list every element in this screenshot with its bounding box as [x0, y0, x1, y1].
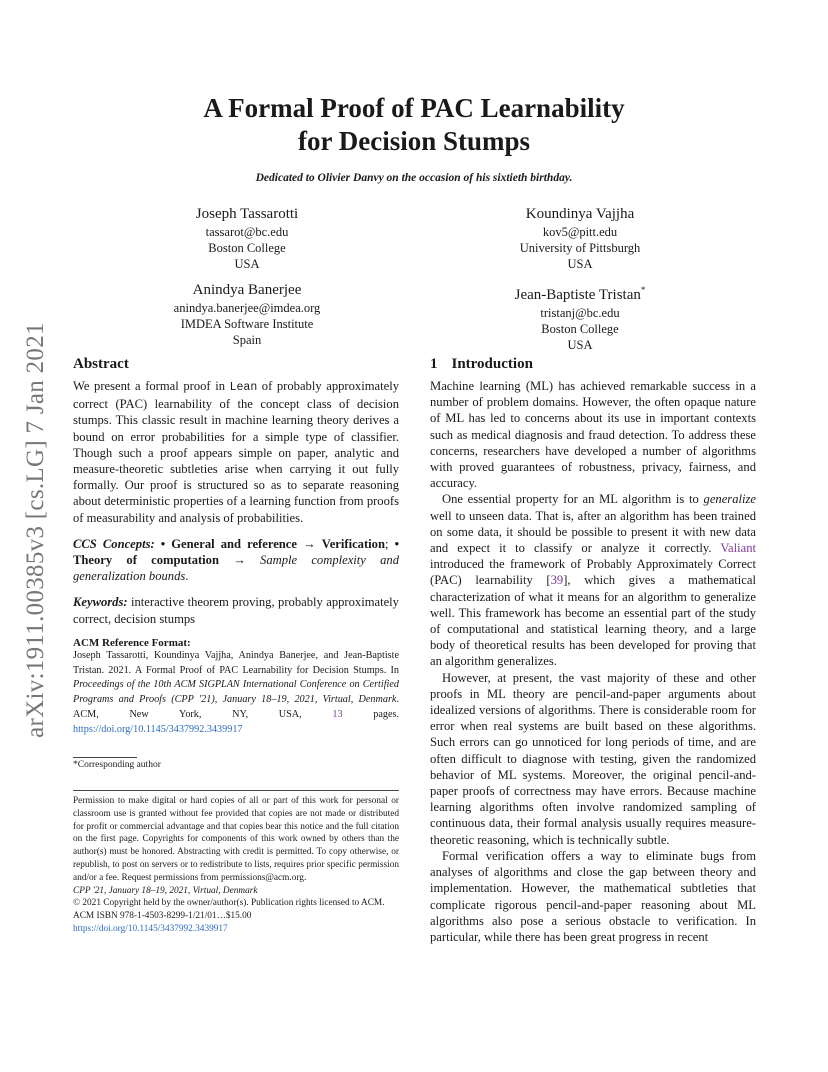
lean-name: Lean: [229, 381, 258, 394]
ref-proceedings: Proceedings of the 10th ACM SIGPLAN International Conference on Certified Programs and Proofs (CPP '21), January 18–19, 2021, Virtual, Denmark: [73, 679, 399, 706]
author-affiliation: Boston College: [541, 322, 619, 336]
author-name: Anindya Banerjee: [192, 282, 302, 298]
arxiv-stamp-text: arXiv:1911.00385v3 [cs.LG] 7 Jan 2021: [22, 322, 49, 738]
ccs-concepts: [73, 536, 399, 585]
keywords: [73, 594, 399, 626]
author-country: USA: [567, 257, 593, 271]
acm-reference-heading: ACM Reference Format:: [73, 636, 191, 649]
author-affiliation: University of Pittsburgh: [519, 241, 641, 255]
acm-reference-text: [73, 649, 399, 738]
author-name: [450, 280, 710, 305]
author-name: Joseph Tassarotti: [195, 206, 299, 222]
author-block: [117, 204, 377, 272]
author-affiliation: Boston College: [208, 241, 286, 255]
abstract-heading: Abstract: [73, 356, 129, 372]
author-name: Koundinya Vajjha: [525, 206, 635, 222]
paper-title: [100, 92, 728, 158]
permission-conference: CPP '21, January 18–19, 2021, Virtual, Denmark: [73, 885, 258, 896]
ref-doi-link[interactable]: https://doi.org/10.1145/3437992.3439917: [73, 723, 243, 735]
permission-block: [73, 795, 399, 936]
ccs-end: .: [185, 569, 189, 584]
arxiv-stamp: [21, 300, 51, 760]
title-line-1: A Formal Proof of PAC Learnability: [203, 93, 625, 123]
author-block: [450, 280, 710, 353]
author-block: [450, 204, 710, 272]
section-number: 1: [430, 356, 438, 372]
footnote-divider: [73, 757, 137, 758]
keywords-label: Keywords:: [73, 595, 128, 610]
left-column: [73, 356, 399, 738]
dedication: Dedicated to Olivier Danvy on the occasion of his sixtieth birthday.: [255, 172, 573, 184]
intro-paragraph-3: However, at present, the vast majority of these and other proofs in ML theory are pencil-and-paper arguments about idealized versions of algorithms. There is considerable room for error when real systems are built based on these algorithms. Such errors can go unnoticed for long periods of time, and are often difficult to diagnose with testing, given the randomized behavior of ML systems. Moreover, the original pencil-and-paper proofs of correctness may have errors. Because machine learning algorithms often involve randomized sampling of continuous data, their formal analysis usually requires measure-theoretic reasoning, which is technically subtle.: [430, 670, 756, 847]
keywords-text: interactive theorem proving, probably approximately correct, decision stumps: [73, 595, 399, 626]
corresponding-marker: *: [640, 285, 646, 295]
ref-pages-link[interactable]: 13: [332, 709, 343, 721]
abstract-text-pre: We present a formal proof in: [73, 379, 230, 393]
title-line-2: for Decision Stumps: [297, 126, 531, 156]
author-email: tassarot@bc.edu: [205, 225, 289, 239]
intro-paragraph-4: Formal verification offers a way to eliminate bugs from analyses of algorithms and close the gap between theory and implementation. However, the mathematical subtleties that complicate rigorous pencil-and-paper reasoning about ML algorithms also pose a serious obstacle to verification. In particular, while there has been great progress in recent: [430, 848, 756, 944]
ref-publisher: . ACM, New York, NY, USA,: [73, 694, 399, 721]
ccs-item-1: • General and reference: [160, 536, 297, 551]
author-email: anindya.banerjee@imdea.org: [173, 301, 321, 315]
citation-link[interactable]: 39: [550, 573, 564, 588]
intro-paragraph-2: [430, 491, 756, 669]
p2-text-a: One essential property for an ML algorithm is to: [442, 492, 704, 507]
p2-text-c: introduced the framework of Probably Approximately Correct (PAC) learnability [: [430, 557, 756, 588]
permission-divider: [73, 790, 399, 791]
author-country: USA: [567, 338, 593, 352]
ccs-item-2: • Theory of computation: [73, 536, 399, 568]
valiant-link[interactable]: Valiant: [720, 541, 756, 556]
author-country: Spain: [232, 333, 262, 347]
abstract-text: [73, 378, 399, 526]
ref-authors: Joseph Tassarotti, Koundinya Vajjha, Anindya Banerjee, and Jean-Baptiste Tristan. 2021. A Formal Proof of PAC Learnability for Decision Stumps. In: [73, 649, 399, 676]
author-country: USA: [234, 257, 260, 271]
ccs-arrow: →: [303, 536, 316, 551]
p2-text-b: well to unseen data. That is, after an algorithm has been trained on some data, it should be possible to present it with new data and expect it to classify or analyze it correctly.: [430, 508, 756, 556]
author-block: [117, 280, 377, 348]
author-email: tristanj@bc.edu: [540, 306, 620, 320]
permission-copyright: © 2021 Copyright held by the owner/author(s). Publication rights licensed to ACM.: [73, 898, 385, 909]
author-email: kov5@pitt.edu: [542, 225, 618, 239]
ccs-item-1-target: Verification: [321, 536, 385, 551]
author-name-text: Jean-Baptiste Tristan: [514, 287, 641, 303]
ccs-separator: ;: [384, 536, 389, 551]
intro-paragraph-1: Machine learning (ML) has achieved remarkable success in a number of problem domains. However, the often opaque nature of ML has led to concerns about its use in important contexts such as medical diagnosis and fraud detection. To address these concerns, researchers have developed a number of algorithms with proved guarantees of robustness, privacy, fairness, and accuracy.: [430, 379, 756, 491]
permission-text: Permission to make digital or hard copies of all or part of this work for personal or classroom use is granted without fee provided that copies are not made or distributed for profit or commercial advantage and that copies bear this notice and the full citation on the first page. Copyrights for components of this work owned by others than the author(s) must be honored. Abstracting with credit is permitted. To copy otherwise, or republish, to post on servers or to redistribute to lists, requires prior specific permission and/or a fee. Request permissions from permissions@acm.org.: [73, 796, 399, 883]
right-column: [430, 356, 756, 945]
section-title: Introduction: [451, 356, 533, 372]
ref-pages-suffix: pages.: [342, 709, 400, 721]
ccs-label: CCS Concepts:: [73, 536, 155, 551]
abstract-text-post: of probably approximately correct (PAC) learnability of the concept class of decision stumps. This classic result in machine learning theory derives a bound on error probabilities for a simple type of classifier. Though such a proof appears simple on paper, analytic and measure-theoretic subtleties arise when carrying it out fully formally. Our proof is structured so as to separate reasoning about deterministic properties of a learning function from proofs of measurability and analysis of probabilities.: [73, 379, 399, 525]
introduction-heading: [430, 356, 756, 373]
author-affiliation: IMDEA Software Institute: [180, 317, 314, 331]
ccs-arrow: →: [233, 553, 246, 568]
permission-isbn: ACM ISBN 978-1-4503-8299-1/21/01…$15.00: [73, 911, 252, 922]
p2-text-d: ], which gives a mathematical characterization of what it means for an algorithm to generalize well. This framework has become an essential part of the study of computational and statistical learning theory, and a large body of theoretical results has been developed for proving that an algorithm generalizes.: [430, 573, 756, 669]
p2-generalize: generalize: [703, 492, 756, 507]
permission-doi-link[interactable]: https://doi.org/10.1145/3437992.3439917: [73, 923, 228, 934]
ccs-item-2-target: Sample complexity and generalization bounds: [73, 553, 399, 584]
corresponding-author-footnote: *Corresponding author: [73, 760, 161, 770]
